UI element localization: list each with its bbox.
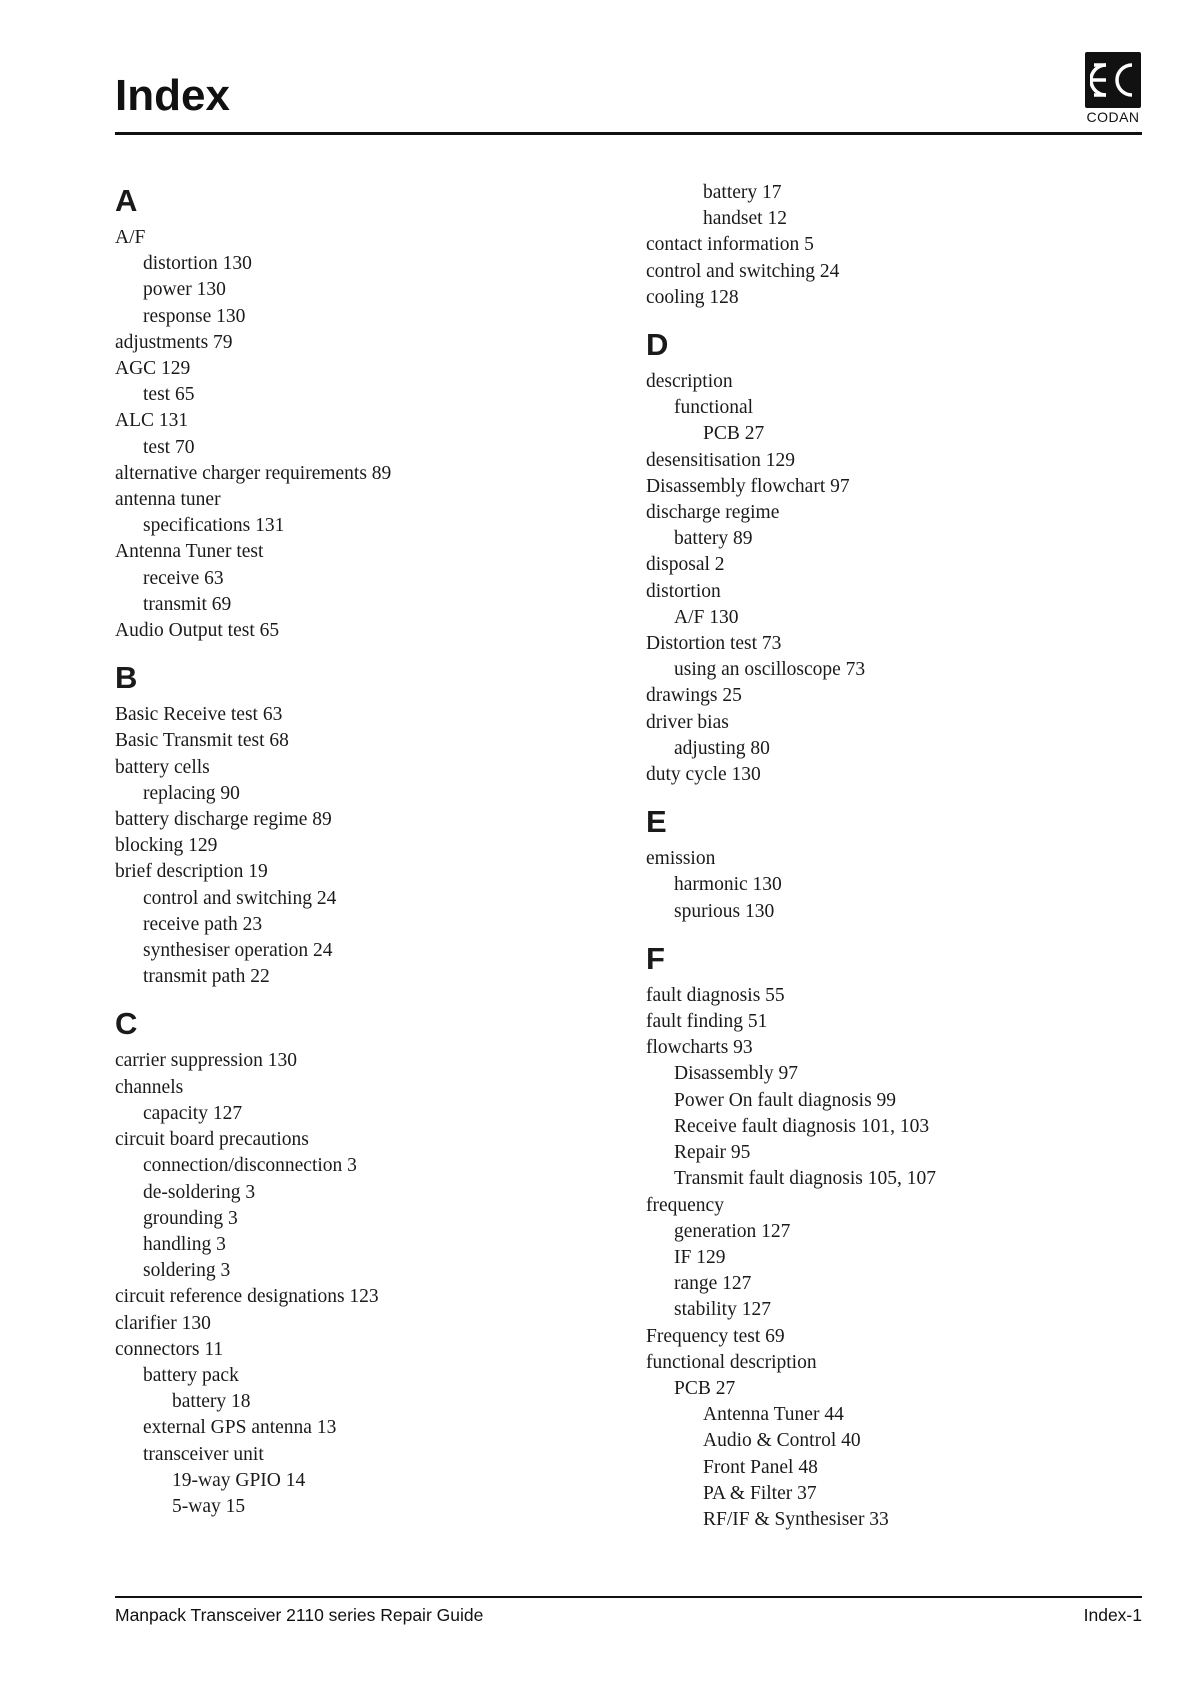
index-entry: duty cycle 130 <box>646 764 761 786</box>
index-subentry: transmit 69 <box>143 593 232 615</box>
index-subentry: stability 127 <box>674 1299 771 1321</box>
index-entry: fault finding 51 <box>646 1011 768 1033</box>
index-subentry: Front Panel 48 <box>703 1456 818 1478</box>
index-entry: disposal 2 <box>646 554 725 576</box>
index-entry: Antenna Tuner test <box>115 541 264 563</box>
index-subentry: RF/IF & Synthesiser 33 <box>703 1508 889 1530</box>
index-entry: circuit reference designations 123 <box>115 1286 379 1308</box>
index-subentry: functional <box>674 397 754 419</box>
index-subentry: using an oscilloscope 73 <box>674 659 866 681</box>
index-entry: flowcharts 93 <box>646 1037 753 1059</box>
index-column-right <box>646 180 1116 1533</box>
index-subentry: handset 12 <box>703 208 787 230</box>
index-entry: Disassembly flowchart 97 <box>646 475 850 497</box>
index-entry: Basic Receive test 63 <box>115 704 283 726</box>
index-subentry: synthesiser operation 24 <box>143 940 333 962</box>
index-subentry: power 130 <box>143 279 226 301</box>
header-rule <box>115 132 1142 135</box>
index-column-left <box>115 180 585 1520</box>
codan-logo <box>1084 52 1142 125</box>
index-subentry: Power On fault diagnosis 99 <box>674 1089 897 1111</box>
index-subentry: soldering 3 <box>143 1260 231 1282</box>
index-subentry: battery 17 <box>703 182 782 203</box>
index-entry: cooling 128 <box>646 286 739 308</box>
index-subentry: specifications 131 <box>143 515 285 537</box>
index-subentry: distortion 130 <box>143 253 252 275</box>
page-title: Index <box>115 71 230 120</box>
index-entry: distortion <box>646 580 721 602</box>
index-subentry: battery 89 <box>674 528 753 550</box>
index-subentry: 5-way 15 <box>172 1495 246 1517</box>
index-subentry: handling 3 <box>143 1233 226 1255</box>
index-subentry: generation 127 <box>674 1220 791 1242</box>
index-section-letter: F <box>646 940 665 976</box>
index-section-letter: D <box>646 327 669 363</box>
index-entry: drawings 25 <box>646 685 742 707</box>
index-section-letter: E <box>646 804 667 840</box>
index-subentry: 19-way GPIO 14 <box>172 1469 306 1491</box>
index-subentry: de-soldering 3 <box>143 1181 256 1203</box>
index-entry: alternative charger requirements 89 <box>115 462 392 484</box>
index-entry: discharge regime <box>646 502 780 524</box>
index-subentry: adjusting 80 <box>674 737 770 759</box>
index-entry: desensitisation 129 <box>646 449 795 471</box>
index-entry: emission <box>646 848 716 870</box>
index-subentry: receive path 23 <box>143 913 263 935</box>
index-section-letter: B <box>115 660 138 696</box>
index-entry: blocking 129 <box>115 835 218 857</box>
index-entry: Audio Output test 65 <box>115 620 280 642</box>
index-subentry: receive 63 <box>143 567 224 589</box>
index-subentry: PA & Filter 37 <box>703 1482 817 1504</box>
index-entry: adjustments 79 <box>115 331 233 353</box>
index-subentry: spurious 130 <box>674 900 775 922</box>
index-subentry: Antenna Tuner 44 <box>703 1404 844 1426</box>
index-entry: functional description <box>646 1351 817 1373</box>
index-entry: description <box>646 371 733 393</box>
index-entry: contact information 5 <box>646 234 814 256</box>
codan-logo-mark <box>1085 52 1141 108</box>
index-entry: ALC 131 <box>115 410 189 432</box>
index-subentry: PCB 27 <box>674 1377 736 1399</box>
index-subentry: harmonic 130 <box>674 874 782 896</box>
index-section-letter: A <box>115 183 138 218</box>
index-entry: channels <box>115 1076 184 1098</box>
index-subentry: external GPS antenna 13 <box>143 1417 337 1439</box>
index-subentry: battery 18 <box>172 1391 251 1413</box>
footer-document-title: Manpack Transceiver 2110 series Repair Guide <box>115 1605 484 1625</box>
index-subentry: Repair 95 <box>674 1142 751 1164</box>
index-subentry: capacity 127 <box>143 1102 243 1124</box>
index-subentry: grounding 3 <box>143 1207 238 1229</box>
index-entry: AGC 129 <box>115 358 191 380</box>
index-entry: Frequency test 69 <box>646 1325 785 1347</box>
index-entry: brief description 19 <box>115 861 268 883</box>
index-subentry: transceiver unit <box>143 1443 264 1465</box>
index-entry: carrier suppression 130 <box>115 1050 297 1072</box>
index-entry: clarifier 130 <box>115 1312 211 1334</box>
index-entry: antenna tuner <box>115 489 221 511</box>
index-section-letter: C <box>115 1006 138 1042</box>
index-entry: battery cells <box>115 756 210 778</box>
index-subentry: A/F 130 <box>674 606 739 628</box>
index-entry: Distortion test 73 <box>646 633 782 655</box>
index-subentry: test 65 <box>143 384 195 406</box>
index-entry: connectors 11 <box>115 1338 224 1360</box>
index-subentry: test 70 <box>143 436 195 458</box>
index-subentry: PCB 27 <box>703 423 765 445</box>
index-subentry: range 127 <box>674 1273 752 1295</box>
index-entry: battery discharge regime 89 <box>115 809 332 831</box>
index-subentry: control and switching 24 <box>143 887 337 909</box>
index-subentry: Audio & Control 40 <box>703 1430 861 1452</box>
index-entry: fault diagnosis 55 <box>646 984 785 1006</box>
index-subentry: response 130 <box>143 305 246 327</box>
index-subentry: connection/disconnection 3 <box>143 1155 357 1177</box>
index-subentry: Transmit fault diagnosis 105, 107 <box>674 1168 936 1190</box>
index-entry: frequency <box>646 1194 724 1216</box>
index-subentry: Disassembly 97 <box>674 1063 799 1085</box>
codan-logo-text: CODAN <box>1086 109 1140 125</box>
index-entry: control and switching 24 <box>646 260 840 282</box>
index-entry: Basic Transmit test 68 <box>115 730 289 752</box>
index-entry: A/F <box>115 227 146 248</box>
footer-rule <box>115 1596 1142 1598</box>
index-subentry: replacing 90 <box>143 782 240 804</box>
index-entry: circuit board precautions <box>115 1129 309 1151</box>
index-entry: driver bias <box>646 711 729 733</box>
footer-page-number: Index-1 <box>1083 1605 1142 1625</box>
index-subentry: battery pack <box>143 1364 239 1386</box>
index-subentry: transmit path 22 <box>143 966 270 988</box>
index-subentry: IF 129 <box>674 1246 726 1268</box>
index-subentry: Receive fault diagnosis 101, 103 <box>674 1115 930 1137</box>
